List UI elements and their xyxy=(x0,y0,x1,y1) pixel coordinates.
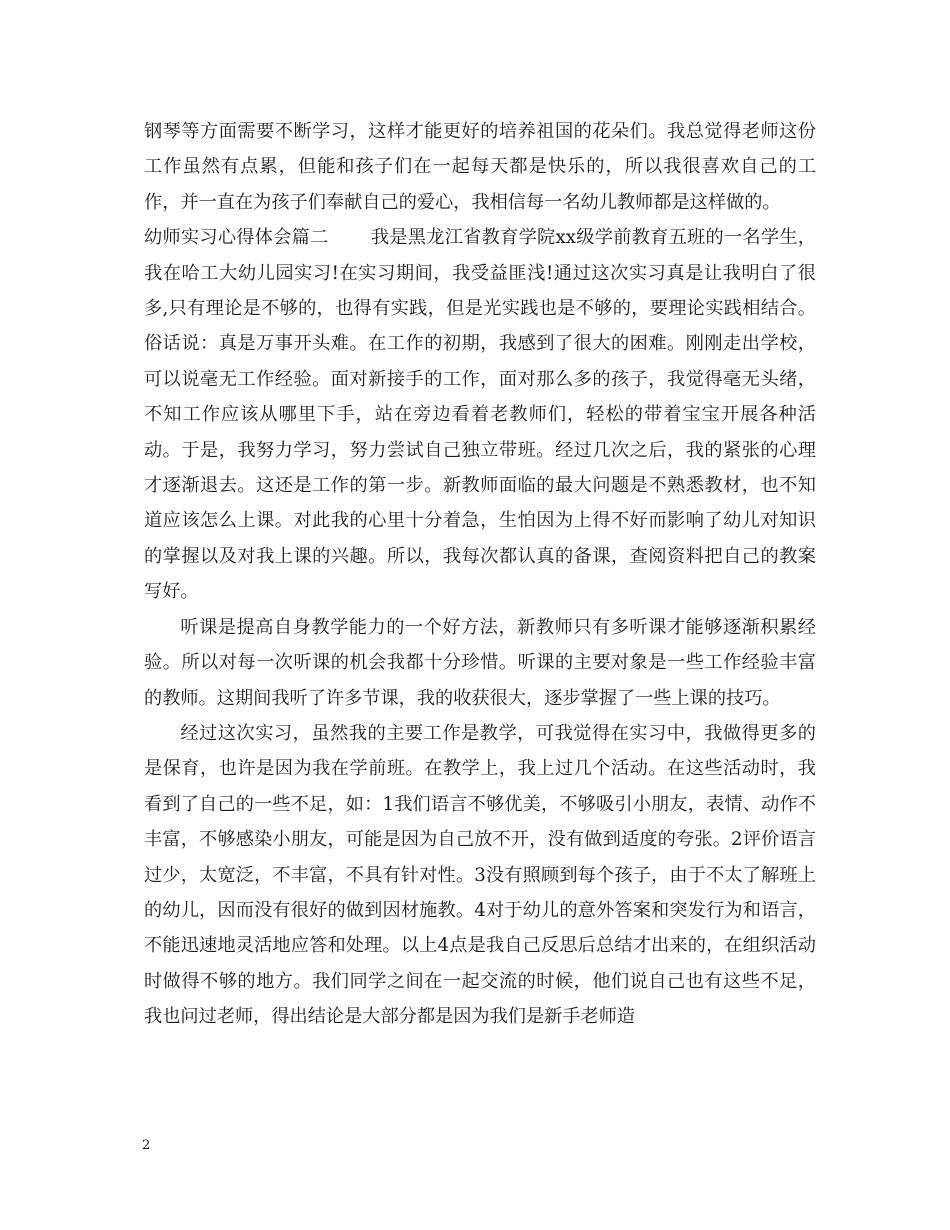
section-paragraph xyxy=(144,220,816,609)
section-heading: 幼师实习心得体会篇二 xyxy=(144,227,329,249)
page-number: 2 xyxy=(142,1138,151,1153)
paragraph-reflection: 经过这次实习，虽然我的主要工作是教学，可我觉得在实习中，我做得更多的是保育，也许是因为我在学前班。在教学上，我上过几个活动。在这些活动时，我看到了自己的一些不足，如：1我们语言不够优美，不够吸引小朋友，表情、动作不丰富，不够感染小朋友，可能是因为自己放不开，没有做到适度的夸张。2评价语言过少，太宽泛，不丰富，不具有针对性。3没有照顾到每个孩子，由于不太了解班上的幼儿，因而没有很好的做到因材施教。4对于幼儿的意外答案和突发行为和语言，不能迅速地灵活地应答和处理。以上4点是我自己反思后总结才出来的，在组织活动时做得不够的地方。我们同学之间在一起交流的时候，他们说自己也有这些不足，我也问过老师，得出结论是大部分都是因为我们是新手老师造 xyxy=(144,722,816,1028)
document-body xyxy=(144,114,816,1035)
paragraph-continuation: 钢琴等方面需要不断学习，这样才能更好的培养祖国的花朵们。我总觉得老师这份工作虽然有点累，但能和孩子们在一起每天都是快乐的，所以我很喜欢自己的工作，并一直在为孩子们奉献自己的爱心，我相信每一名幼儿教师都是这样做的。 xyxy=(144,121,816,213)
paragraph-intro: 我是黑龙江省教育学院xx级学前教育五班的一名学生，我在哈工大幼儿园实习!在实习期间，我受益匪浅!通过这次实习真是让我明白了很多,只有理论是不够的，也得有实践，但是光实践也是不够的，要理论实践相结合。俗话说：真是万事开头难。在工作的初期，我感到了很大的困难。刚刚走出学校，可以说毫无工作经验。面对新接手的工作，面对那么多的孩子，我觉得毫无头绪，不知工作应该从哪里下手，站在旁边看着老教师们，轻松的带着宝宝开展各种活动。于是，我努力学习，努力尝试自己独立带班。经过几次之后，我的紧张的心理才逐渐退去。这还是工作的第一步。新教师面临的最大问题是不熟悉教材，也不知道应该怎么上课。对此我的心里十分着急，生怕因为上得不好而影响了幼儿对知识的掌握以及对我上课的兴趣。所以，我每次都认真的备课，查阅资料把自己的教案写好。 xyxy=(144,227,816,603)
paragraph-listening: 听课是提高自身教学能力的一个好方法，新教师只有多听课才能够逐渐积累经验。所以对每一次听课的机会我都十分珍惜。听课的主要对象是一些工作经验丰富的教师。这期间我听了许多节课，我的收获很大，逐步掌握了一些上课的技巧。 xyxy=(144,616,816,709)
